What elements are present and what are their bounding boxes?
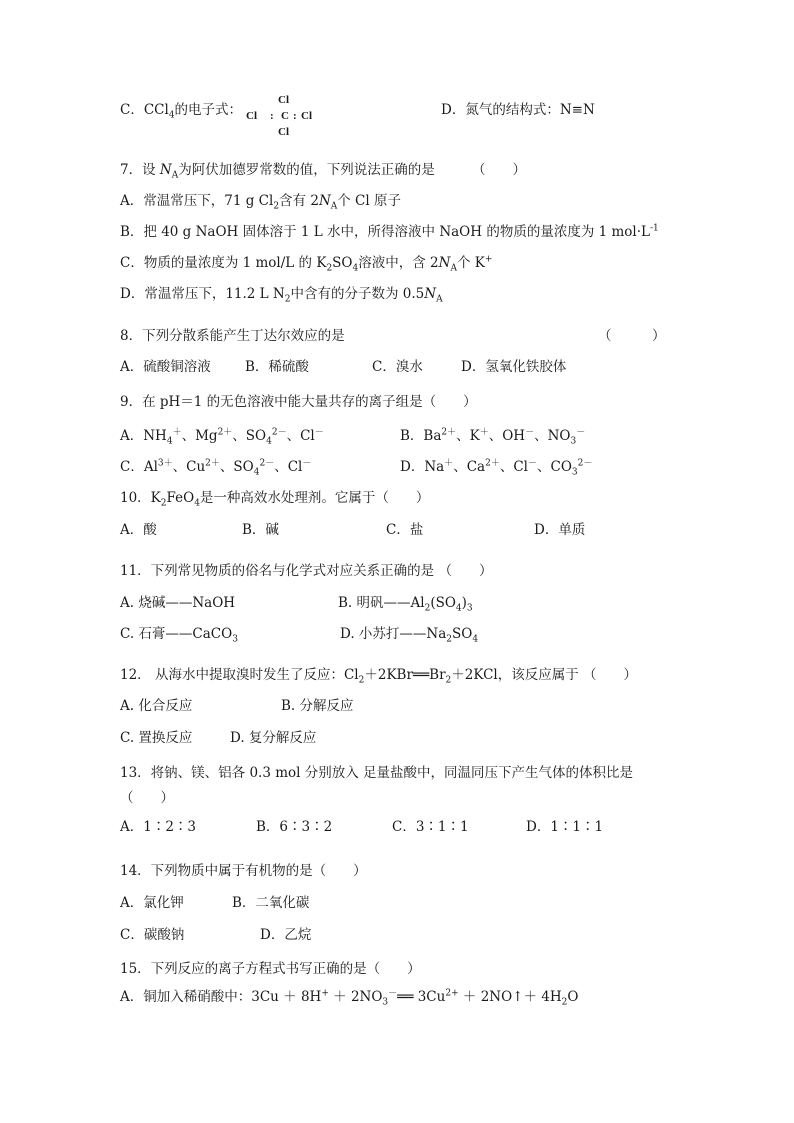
q8-option-c: C．溴水 xyxy=(372,359,423,375)
q8-option-b: B．稀硫酸 xyxy=(245,359,309,375)
q14-option-b: B．二氧化碳 xyxy=(232,895,310,911)
q11-stem: 11．下列常见物质的俗名与化学式对应关系正确的是 （ ） xyxy=(120,563,493,579)
q15-stem: 15．下列反应的离子方程式书写正确的是（ ） xyxy=(120,961,421,977)
lewis-colon-2: : xyxy=(293,110,297,122)
q12-option-a: A. 化合反应 xyxy=(120,698,193,714)
q11-option-c: C. 石膏——CaCO$_3$ xyxy=(120,626,238,645)
lewis-left-cl: Cl xyxy=(246,110,257,122)
q14-option-a: A．氯化钾 xyxy=(120,895,184,911)
q13-stem: 13．将钠、镁、铝各 0.3 mol 分别放入 足量盐酸中，同温同压下产生气体的体积比是 xyxy=(120,765,634,781)
q12-option-b: B. 分解反应 xyxy=(281,698,354,714)
q13-option-d: D．1∶1∶1 xyxy=(526,819,604,835)
q6-option-d: D．氮气的结构式：N≡N xyxy=(441,102,595,118)
lewis-right-cl: Cl xyxy=(301,110,312,122)
q13-option-b: B．6∶3∶2 xyxy=(256,819,333,835)
q7-option-a: A．常温常压下，71 g $Cl_2$含有 $2N_A$个 Cl 原子 xyxy=(120,193,401,212)
lewis-center-c: C xyxy=(281,110,289,122)
q11-option-d: D. 小苏打$——Na_2SO_4$ xyxy=(340,626,479,645)
q7-paren: （ ） xyxy=(472,162,526,178)
q7-option-d: D．常温常压下，11.2 L $N_2$中含有的分子数为 $0.5N_A$ xyxy=(120,286,443,305)
q10-stem: 10．$K_2FeO_4$是一种高效水处理剂。它属于（ ） xyxy=(120,490,430,509)
q11-option-b: B. 明矾$——Al_2(SO_4)_3$ xyxy=(338,595,473,614)
q11-option-a: A. 烧碱——NaOH xyxy=(120,595,236,611)
q7-stem: 7．设 $N_A$为阿伏加德罗常数的值，下列说法正确的是 xyxy=(120,162,435,181)
q8-paren: （ ） xyxy=(598,328,666,344)
q14-option-d: D．乙烷 xyxy=(260,927,312,943)
q12-option-c: C. 置换反应 xyxy=(120,730,193,746)
lewis-top-cl: Cl xyxy=(278,94,289,106)
q10-option-d: D．单质 xyxy=(534,522,586,538)
q8-option-d: D．氢氧化铁胶体 xyxy=(461,359,567,375)
q10-option-c: C．盐 xyxy=(386,522,424,538)
q10-option-b: B．碱 xyxy=(242,522,279,538)
q8-option-a: A．硫酸铜溶液 xyxy=(120,359,211,375)
q14-stem: 14．下列物质中属于有机物的是（ ） xyxy=(120,863,367,879)
q15-option-a: A．铜加入稀硝酸中：$3Cu + 8H^+ + 2NO_3^-══$ $3Cu^{2+}$ ＋ 2NO↑＋ $4H_2O$ xyxy=(120,988,579,1008)
lewis-bottom-cl: Cl xyxy=(278,126,289,138)
q13-option-c: C．3∶1∶1 xyxy=(392,819,469,835)
q9-option-c: C．$Al^{3+}$、$Cu^{2+}$、$SO_4^{2-}$、Cl－ xyxy=(120,458,312,478)
q14-option-c: C．碳酸钠 xyxy=(120,927,185,943)
q13-option-a: A．1∶2∶3 xyxy=(120,819,197,835)
q7-option-c: C．物质的量浓度为 1 mol/L 的 $K_2SO_4$溶液中，含 $2N_A$个 K+ xyxy=(120,254,493,274)
q9-stem: 9．在 pH＝1 的无色溶液中能大量共存的离子组是（ ） xyxy=(120,394,477,410)
ccl4-lewis-structure xyxy=(246,94,320,140)
q9-option-d: D．Na＋、$Ca^{2+}$、Cl－、$CO_3^{2-}$ xyxy=(400,458,593,478)
q12-stem: 12． 从海水中提取溴时发生了反应：$Cl_2+2KBr══Br_2+2KCl$，该反应属于 （ ） xyxy=(120,667,638,686)
q9-option-b: B．$Ba^{2+}$、K＋、OH－、$NO_3^-$ xyxy=(400,427,586,447)
q7-option-b: B．把 40 g NaOH 固体溶于 1 L 水中，所得溶液中 NaOH 的物质的量浓度为 1 $mol\cdot L^{-1}$ xyxy=(120,223,659,240)
q12-option-d: D. 复分解反应 xyxy=(230,730,317,746)
lewis-colon-1: : xyxy=(270,110,274,122)
q8-stem: 8．下列分散系能产生丁达尔效应的是 xyxy=(120,328,345,344)
q10-option-a: A．酸 xyxy=(120,522,157,538)
q9-option-a: A．$NH_4^+$、$Mg^{2+}$、$SO_4^{2-}$、Cl－ xyxy=(120,427,324,447)
q6-option-c: C．CCl$_4$的电子式： xyxy=(120,102,243,121)
q13-paren: （ ） xyxy=(120,790,174,806)
